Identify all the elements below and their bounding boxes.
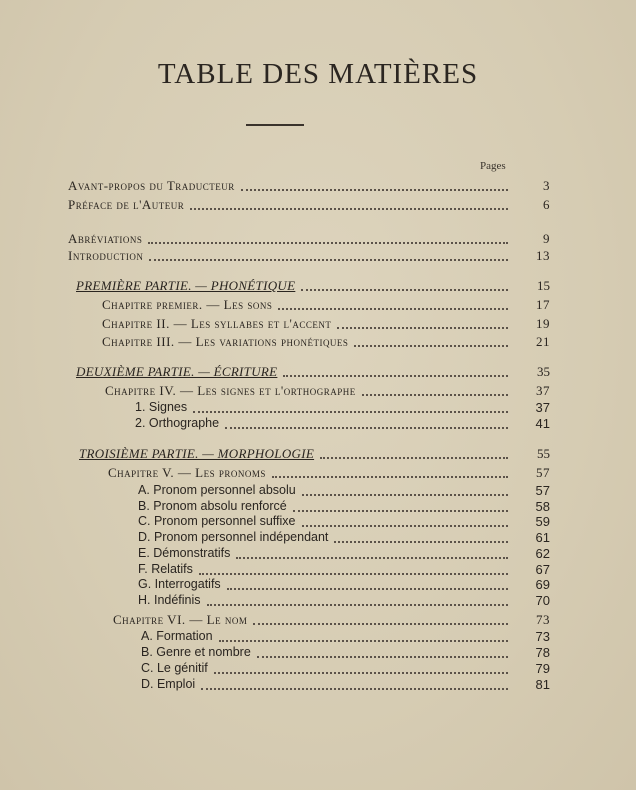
page-title: TABLE DES MATIÈRES (157, 58, 479, 90)
toc-part-phonetique: PREMIÈRE PARTIE. — PHONÉTIQUE 15 (76, 278, 550, 293)
toc-section-5h: H. Indéfinis 70 (138, 593, 550, 608)
toc-section-5c: C. Pronom personnel suffixe 59 (138, 514, 550, 529)
toc-section-orthographe: 2. Orthographe 41 (135, 416, 550, 431)
pages-column-header: Pages (480, 160, 506, 172)
toc-entry-avant-propos: Avant-propos du Traducteur 3 (68, 178, 550, 193)
toc-section-5d: D. Pronom personnel indépendant 61 (138, 530, 550, 545)
toc-section-5b: B. Pronom absolu renforcé 58 (138, 499, 550, 514)
toc-section-signes: 1. Signes 37 (135, 400, 550, 415)
toc-chapter-5: Chapitre V. — Les pronoms 57 (108, 465, 550, 480)
toc-section-6d: D. Emploi 81 (141, 677, 550, 692)
toc-part-ecriture: DEUXIÈME PARTIE. — ÉCRITURE 35 (76, 364, 550, 379)
toc-chapter-4: Chapitre IV. — Les signes et l'orthographe 37 (105, 383, 550, 398)
toc-section-5g: G. Interrogatifs 69 (138, 577, 550, 592)
toc-section-6c: C. Le génitif 79 (141, 661, 550, 676)
toc-section-5f: F. Relatifs 67 (138, 562, 550, 577)
toc-section-5a: A. Pronom personnel absolu 57 (138, 483, 550, 498)
toc-entry-introduction: Introduction 13 (68, 248, 550, 263)
toc-chapter-6: Chapitre VI. — Le nom 73 (113, 612, 550, 627)
toc-entry-preface: Préface de l'Auteur 6 (68, 197, 550, 212)
toc-chapter-1: Chapitre premier. — Les sons 17 (102, 297, 550, 312)
toc-section-6b: B. Genre et nombre 78 (141, 645, 550, 660)
toc-section-6a: A. Formation 73 (141, 629, 550, 644)
toc-chapter-3: Chapitre III. — Les variations phonétiques 21 (102, 334, 550, 349)
toc-part-morphologie: TROISIÈME PARTIE. — MORPHOLOGIE 55 (79, 446, 550, 461)
toc-section-5e: E. Démonstratifs 62 (138, 546, 550, 561)
title-rule (246, 124, 304, 126)
toc-entry-abreviations: Abréviations 9 (68, 231, 550, 246)
toc-chapter-2: Chapitre II. — Les syllabes et l'accent 19 (102, 316, 550, 331)
